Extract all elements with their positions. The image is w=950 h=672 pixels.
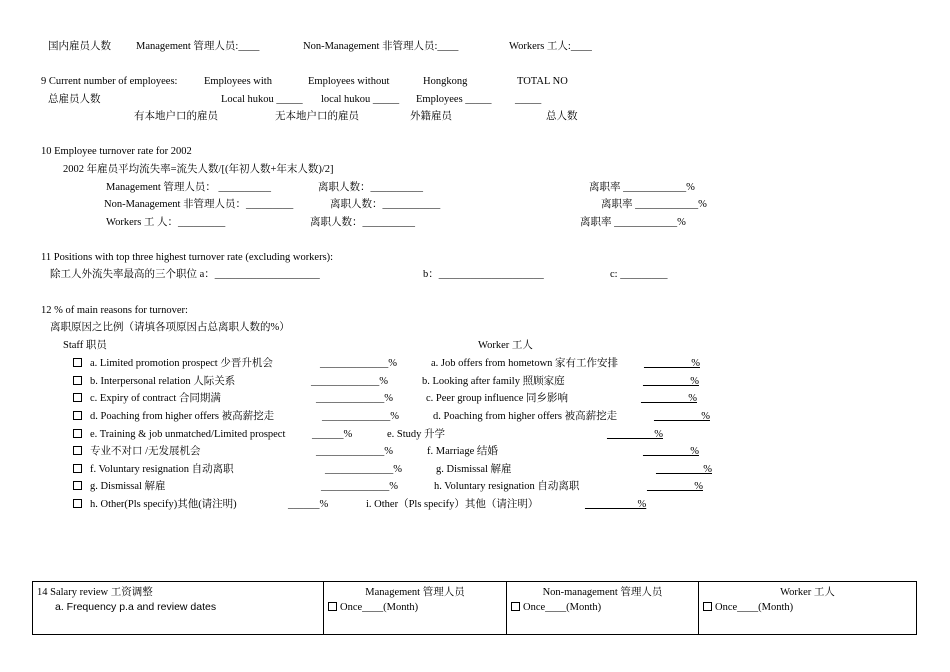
q12-subtitle: 离职原因之比例（请填各项原因占总离职人数的%） — [50, 322, 290, 333]
worker-reason-g-field[interactable]: _________% — [656, 464, 712, 475]
staff-reason-a-field[interactable]: _____________% — [320, 358, 397, 369]
worker-reason-d-label: d. Poaching from higher offers 被高薪挖走 — [433, 411, 618, 422]
local-mgmt-field[interactable]: Management 管理人员:____ — [136, 41, 260, 52]
staff-reason-a-checkbox[interactable] — [73, 358, 82, 367]
q14-nonmgmt-once-field[interactable]: Once____(Month) — [523, 602, 602, 613]
staff-reason-e-label: e. Training & job unmatched/Limited prospect — [90, 429, 286, 440]
q14-mgmt-once-checkbox[interactable] — [328, 602, 337, 611]
worker-reason-e-label: e. Study 升学 — [387, 429, 446, 440]
worker-reason-c-label: c. Peer group influence 同乡影响 — [426, 393, 569, 404]
worker-reason-i-field[interactable]: __________% — [585, 499, 647, 510]
worker-reason-b-field[interactable]: _________% — [643, 376, 699, 387]
staff-reason-h-checkbox[interactable] — [73, 499, 82, 508]
q9-hk-employees-field[interactable]: Employees _____ — [416, 94, 492, 105]
q9-cn-without: 无本地户口的雇员 — [275, 111, 359, 122]
worker-reason-c-field[interactable]: _________% — [641, 393, 697, 404]
staff-reason-e2-label: 专业不对口 /无发展机会 — [90, 446, 201, 457]
q10-title: 10 Employee turnover rate for 2002 — [41, 146, 192, 157]
staff-reason-c-label: c. Expiry of contract 合同期满 — [90, 393, 221, 404]
staff-reason-g-field[interactable]: _____________% — [321, 481, 398, 492]
staff-reason-f-label: f. Voluntary resignation 自动离职 — [90, 464, 234, 475]
staff-reason-d-label: d. Poaching from higher offers 被高薪挖走 — [90, 411, 275, 422]
staff-reason-g-checkbox[interactable] — [73, 481, 82, 490]
worker-reason-e-field[interactable]: _________% — [607, 429, 663, 440]
q14-mgmt-once-field[interactable]: Once____(Month) — [340, 602, 419, 613]
q14-item-frequency: a. Frequency p.a and review dates — [55, 601, 217, 613]
staff-reason-e2-checkbox[interactable] — [73, 446, 82, 455]
worker-reason-h-label: h. Voluntary resignation 自动离职 — [434, 481, 580, 492]
q10-nonmgmt-rate-field[interactable]: 离职率 ____________% — [601, 199, 707, 210]
worker-reason-a-label: a. Job offers from hometown 家有工作安排 — [431, 358, 619, 369]
staff-reason-d-checkbox[interactable] — [73, 411, 82, 420]
staff-reason-g-label: g. Dismissal 解雇 — [90, 481, 166, 492]
staff-reason-c-checkbox[interactable] — [73, 393, 82, 402]
staff-reason-a-label: a. Limited promotion prospect 少晋升机会 — [90, 358, 273, 369]
q9-col-total: TOTAL NO — [517, 76, 568, 87]
q10-formula: 2002 年雇员平均流失率=流失人数/[(年初人数+年末人数)/2] — [63, 164, 334, 175]
staff-reason-e-field[interactable]: ______% — [312, 429, 353, 440]
q11-position-b-field[interactable]: b：____________________ — [423, 269, 544, 280]
staff-reason-h-label: h. Other(Pls specify)其他(请注明) — [90, 499, 237, 510]
q9-cn-foreign: 外籍雇员 — [410, 111, 452, 122]
staff-reason-b-checkbox[interactable] — [73, 376, 82, 385]
q10-mgmt-field[interactable]: Management 管理人员： __________ — [106, 182, 272, 193]
worker-reason-f-label: f. Marriage 结婚 — [427, 446, 498, 457]
local-nonmgmt-field[interactable]: Non-Management 非管理人员:____ — [303, 41, 459, 52]
q14-col-nonmgmt: Non-management 管理人员 — [542, 587, 663, 598]
staff-reason-b-field[interactable]: _____________% — [311, 376, 388, 387]
staff-reason-h-field[interactable]: ______% — [288, 499, 329, 510]
staff-reason-f-checkbox[interactable] — [73, 464, 82, 473]
q9-label-cn: 总雇员人数 — [48, 94, 101, 105]
local-workers-field[interactable]: Workers 工人:____ — [509, 41, 592, 52]
q11-position-c-field[interactable]: c: _________ — [610, 269, 668, 280]
worker-reason-d-field[interactable]: _________% — [654, 411, 710, 422]
q14-col-mgmt: Management 管理人员 — [365, 587, 465, 598]
salary-review-worker-cell — [699, 582, 917, 635]
salary-review-table — [32, 581, 917, 635]
q12-staff-header: Staff 职员 — [63, 340, 107, 351]
worker-reason-b-label: b. Looking after family 照顾家庭 — [422, 376, 565, 387]
staff-reason-c-field[interactable]: _____________% — [316, 393, 393, 404]
local-employees-label: 国内雇员人数 — [48, 41, 111, 52]
q14-title: 14 Salary review 工资调整 — [37, 587, 153, 598]
salary-review-title-cell — [33, 582, 324, 635]
q10-nonmgmt-field[interactable]: Non-Management 非管理人员：_________ — [104, 199, 294, 210]
q10-nonmgmt-leavers-field[interactable]: 离职人数：___________ — [330, 199, 441, 210]
q9-local-hukou-field[interactable]: Local hukou _____ — [221, 94, 303, 105]
staff-reason-d-field[interactable]: _____________% — [322, 411, 399, 422]
worker-reason-i-label: i. Other（Pls specify）其他（请注明） — [366, 499, 539, 510]
q9-cn-total: 总人数 — [546, 111, 578, 122]
q12-title: 12 % of main reasons for turnover: — [41, 305, 188, 316]
worker-reason-f-field[interactable]: _________% — [643, 446, 699, 457]
staff-reason-b-label: b. Interpersonal relation 人际关系 — [90, 376, 236, 387]
q9-col-without: Employees without — [308, 76, 390, 87]
q9-cn-with: 有本地户口的雇员 — [134, 111, 218, 122]
q9-col-with: Employees with — [204, 76, 272, 87]
staff-reason-f-field[interactable]: _____________% — [325, 464, 402, 475]
salary-review-nonmgmt-cell — [507, 582, 699, 635]
q10-mgmt-leavers-field[interactable]: 离职人数：__________ — [318, 182, 423, 193]
staff-reason-e-checkbox[interactable] — [73, 429, 82, 438]
q10-mgmt-rate-field[interactable]: 离职率 ____________% — [589, 182, 695, 193]
q14-worker-once-checkbox[interactable] — [703, 602, 712, 611]
q12-worker-header: Worker 工人 — [478, 340, 533, 351]
q10-workers-field[interactable]: Workers 工 人：_________ — [106, 217, 226, 228]
q9-col-hongkong: Hongkong — [423, 76, 468, 87]
salary-review-mgmt-cell — [324, 582, 507, 635]
q14-worker-once-field[interactable]: Once____(Month) — [715, 602, 794, 613]
q9-total-field[interactable]: _____ — [515, 94, 542, 105]
q14-col-worker: Worker 工人 — [780, 587, 835, 598]
worker-reason-a-field[interactable]: _________% — [644, 358, 700, 369]
q9-title: 9 Current number of employees: — [41, 76, 178, 87]
q10-workers-leavers-field[interactable]: 离职人数：__________ — [310, 217, 415, 228]
q14-nonmgmt-once-checkbox[interactable] — [511, 602, 520, 611]
q11-position-a-field[interactable]: 除工人外流失率最高的三个职位 a：____________________ — [50, 269, 320, 280]
worker-reason-h-field[interactable]: _________% — [647, 481, 703, 492]
q10-workers-rate-field[interactable]: 离职率 ____________% — [580, 217, 686, 228]
staff-reason-e2-field[interactable]: _____________% — [316, 446, 393, 457]
q9-nonlocal-hukou-field[interactable]: local hukou _____ — [321, 94, 400, 105]
q11-title: 11 Positions with top three highest turnover rate (excluding workers): — [41, 252, 334, 263]
worker-reason-g-label: g. Dismissal 解雇 — [436, 464, 512, 475]
